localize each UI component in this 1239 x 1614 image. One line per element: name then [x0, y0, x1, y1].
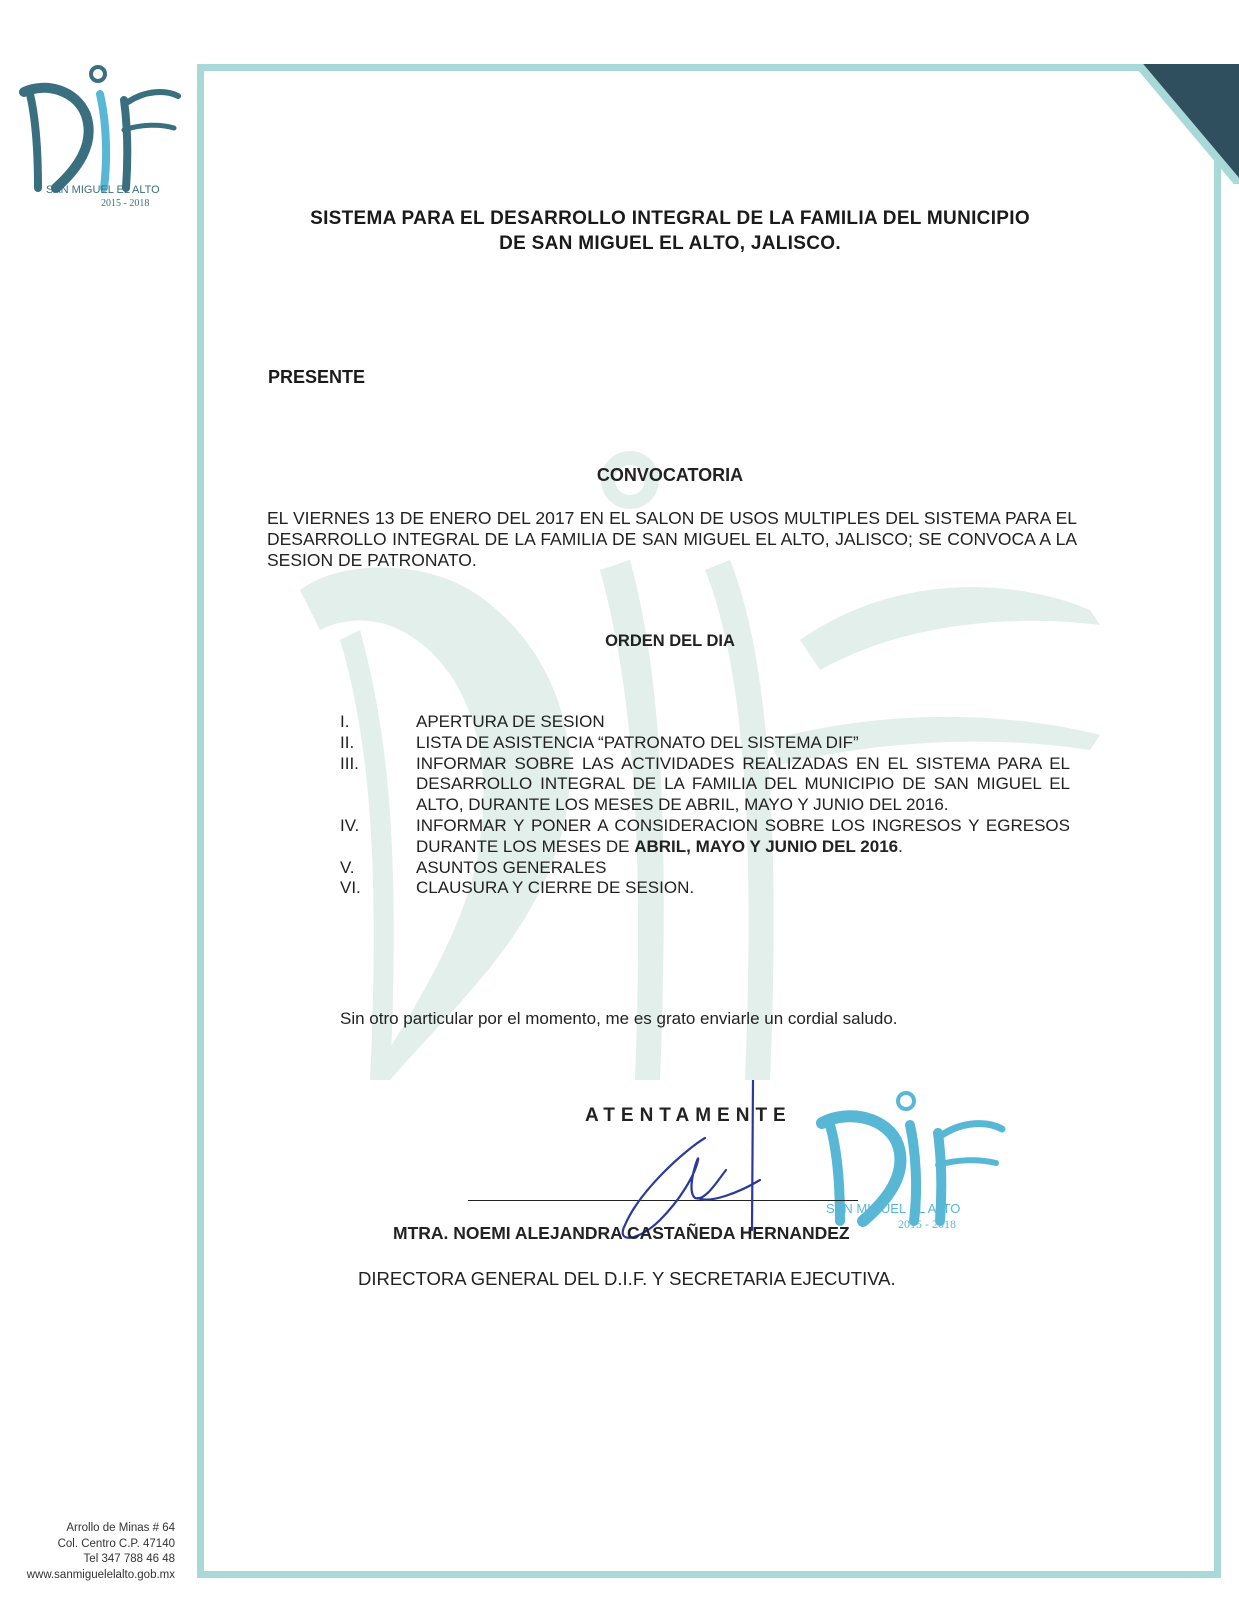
closing-text: Sin otro particular por el momento, me es grato enviarle un cordial saludo. [340, 1009, 898, 1028]
agenda-item-number: III. [340, 753, 359, 773]
footer-colonia: Col. Centro C.P. 47140 [57, 1537, 175, 1550]
agenda-item [340, 878, 1070, 899]
convocatoria-title: CONVOCATORIA [596, 465, 744, 485]
agenda-item-text: APERTURA DE SESION [416, 712, 605, 731]
agenda-item-text: CLAUSURA Y CIERRE DE SESION. [416, 878, 695, 898]
convocatoria-body: EL VIERNES 13 DE ENERO DEL 2017 EN EL SALON DE USOS MULTIPLES DEL SISTEMA PARA EL DESARROLLO INTEGRAL DE LA FAMILIA DE SAN MIGUEL EL ALTO, JALISCO; SE CONVOCA A LA SESION DE PATRONATO. [267, 508, 1077, 570]
agenda-list [340, 712, 1070, 899]
agenda-item-number: I. [340, 712, 350, 731]
agenda-item-text: INFORMAR SOBRE LAS ACTIVIDADES REALIZADAS EN EL SISTEMA PARA EL DESARROLLO INTEGRAL DE LA FAMILIA DEL MUNICIPIO DE SAN MIGUEL EL ALTO, DURANTE LOS MESES DE ABRIL, MAYO Y JUNIO DEL 2016. [416, 753, 1070, 815]
agenda-item-text: ASUNTOS GENERALES [416, 857, 607, 877]
signer-position: DIRECTORA GENERAL DEL D.I.F. Y SECRETARIA EJECUTIVA. [358, 1268, 896, 1289]
agenda-item [340, 712, 1070, 733]
footer-website: www.sanmiguelelalto.gob.mx [26, 1568, 175, 1581]
agenda-item-number: VI. [340, 878, 361, 898]
atentamente-label: ATENTAMENTE [585, 1105, 792, 1126]
svg-text:2015 - 2018: 2015 - 2018 [101, 198, 150, 209]
signer-name: MTRA. NOEMI ALEJANDRA CASTAÑEDA HERNANDEZ [393, 1223, 850, 1243]
salutation: PRESENTE [268, 367, 366, 387]
dif-logo [16, 60, 186, 220]
agenda-item-number: V. [340, 857, 355, 877]
footer-contact [0, 1521, 175, 1583]
footer-phone: Tel 347 788 46 48 [83, 1553, 175, 1565]
agenda-item-text: LISTA DE ASISTENCIA “PATRONATO DEL SISTEMA DIF” [416, 732, 859, 752]
agenda-item [340, 754, 1070, 816]
corner-decoration [1138, 64, 1239, 184]
svg-text:SAN MIGUEL EL ALTO: SAN MIGUEL EL ALTO [826, 1201, 961, 1216]
agenda-item [340, 858, 1070, 879]
agenda-item [340, 733, 1070, 754]
orden-del-dia-title: ORDEN DEL DIA [605, 632, 735, 650]
document-title-line1: SISTEMA PARA EL DESARROLLO INTEGRAL DE LA FAMILIA DEL MUNICIPIO [310, 208, 1030, 229]
agenda-item-number: II. [340, 732, 355, 752]
agenda-item-text: INFORMAR Y PONER A CONSIDERACION SOBRE LOS INGRESOS Y EGRESOS DURANTE LOS MESES DE ABRIL, MAYO Y JUNIO DEL 2016. [416, 815, 1070, 856]
agenda-item-number: IV. [340, 815, 360, 835]
agenda-item [340, 816, 1070, 858]
footer-address: Arrollo de Minas # 64 [66, 1522, 175, 1534]
svg-text:SAN MIGUEL EL ALTO: SAN MIGUEL EL ALTO [46, 184, 160, 196]
svg-text:2015 - 2018: 2015 - 2018 [898, 1217, 956, 1231]
document-title-line2: DE SAN MIGUEL EL ALTO, JALISCO. [499, 233, 841, 254]
